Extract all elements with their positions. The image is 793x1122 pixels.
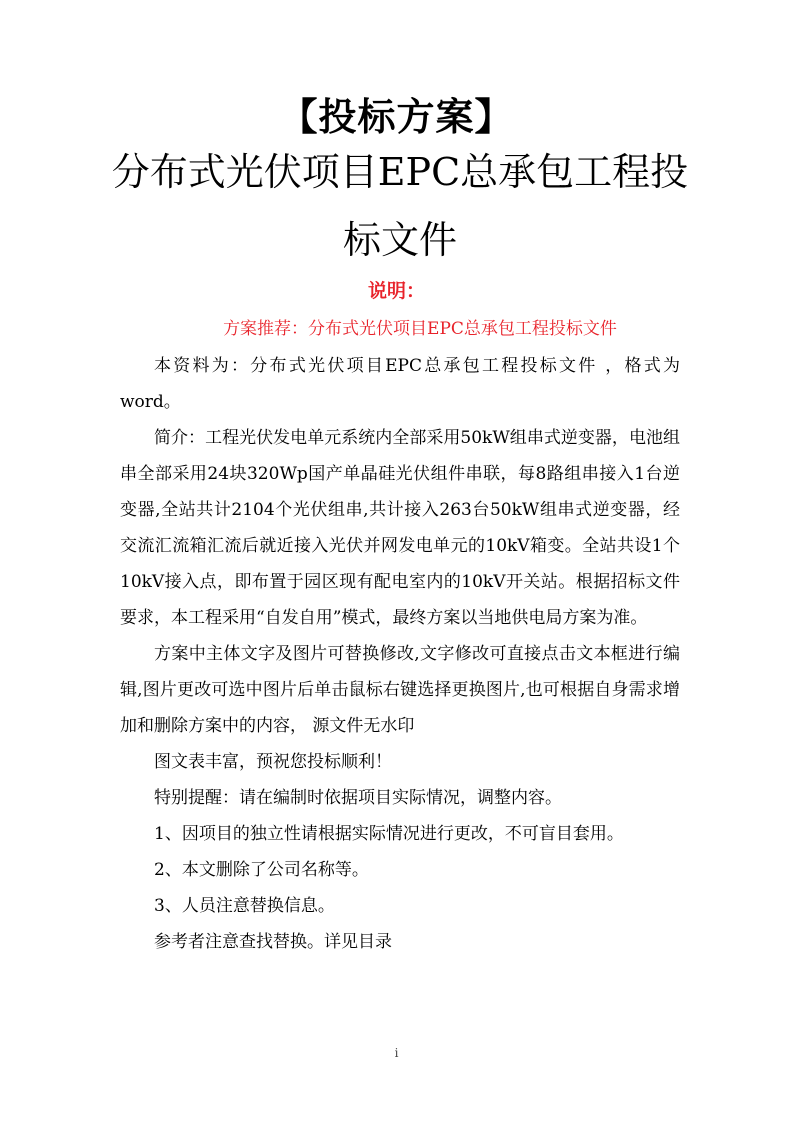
body-text [120,348,680,960]
paragraph-reminder: 特别提醒：请在编制时依据项目实际情况，调整内容。 [154,788,562,808]
recommendation-line: 方案推荐：分布式光伏项目EPC总承包工程投标文件 [223,319,617,339]
notice-heading: 说明： [367,280,425,302]
paragraph-note-1: 1、因项目的独立性请根据实际情况进行更改，不可盲目套用。 [154,824,624,844]
paragraph-format: 本资料为：分布式光伏项目EPC总承包工程投标文件 ，格式为word。 [120,356,680,412]
paragraph-wishes: 图文表丰富，预祝您投标顺利！ [154,752,392,772]
paragraph-note-2: 2、本文删除了公司名称等。 [154,860,369,880]
paragraph-editing: 方案中主体文字及图片可替换修改,文字修改可直接点击文本框进行编辑,图片更改可选中图片后单击鼠标右键选择更换图片,也可根据自身需求增加和删除方案中的内容， 源文件无水印 [120,644,680,736]
paragraph-note-3: 3、人员注意替换信息。 [154,896,335,916]
title-bracket: 【投标方案】 [279,95,514,139]
paragraph-intro: 简介：工程光伏发电单元系统内全部采用50kW组串式逆变器，电池组串全部采用24块320Wp国产单晶硅光伏组件串联，每8路组串接入1台逆变器,全站共计2104个光伏组串,共计接入263台50kW组串式逆变器，经交流汇流箱汇流后就近接入光伏并网发电单元的10kV箱变。全站共设1个10kV接入点，即布置于园区现有配电室内的10kV开关站。根据招标文件要求，本工程采用“自发自用”模式，最终方案以当地供电局方案为准。 [120,428,680,628]
page-number: i [394,1046,399,1060]
paragraph-reference: 参考者注意查找替换。详见目录 [154,932,392,952]
document-title: 分布式光伏项目EPC总承包工程投标文件 [111,150,689,262]
